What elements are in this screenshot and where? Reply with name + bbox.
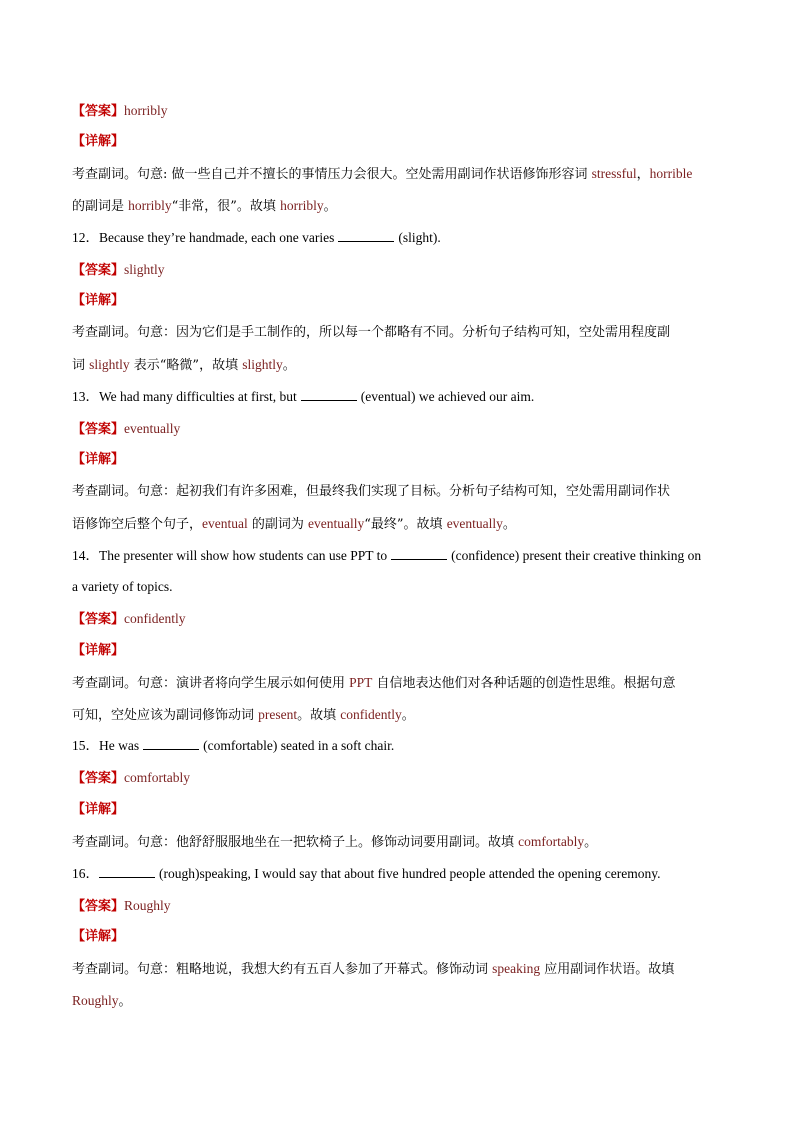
answer-text: horribly	[124, 103, 168, 118]
question-13: 13．We had many difficulties at first, but (eventual) we achieved our aim.	[72, 389, 535, 404]
question-15: 15．He was (comfortable) seated in a soft chair.	[72, 738, 395, 753]
explanation-14-line-2: 可知，空处应该为副词修饰动词 present。故填 confidently。	[72, 707, 415, 723]
explanation-12-line-1: 考查副词。句意：因为它们是手工制作的，所以每一个都略有不同。分析句子结构可知，空处需用程度副	[72, 325, 671, 340]
detail-tag-15: 【详解】	[72, 802, 125, 817]
question-14: 14．The presenter will show how students can use PPT to (confidence) present their creative thinking on	[72, 548, 702, 563]
answer-line-13: 【答案】eventually	[72, 421, 181, 437]
detail-tag-14: 【详解】	[72, 643, 125, 658]
explanation-13-line-1: 考查副词。句意：起初我们有许多困难，但最终我们实现了目标。分析句子结构可知，空处需用副词作状	[72, 484, 671, 499]
answer-line-12: 【答案】slightly	[72, 262, 165, 278]
explanation-11-line-2: 的副词是 horribly“非常，很”。故填 horribly。	[72, 198, 337, 214]
answer-blank	[301, 388, 357, 401]
answer-blank	[99, 865, 155, 878]
question-16: 16． (rough)speaking, I would say that about five hundred people attended the opening ceremony.	[72, 866, 661, 881]
answer-line-15: 【答案】comfortably	[72, 770, 190, 786]
explanation-11-line-1: 考查副词。句意: 做一些自己并不擅长的事情压力会很大。空处需用副词作状语修饰形容词 stressful，horrible	[72, 166, 693, 182]
answer-blank	[391, 547, 447, 560]
question-14-cont: a variety of topics.	[72, 579, 173, 594]
explanation-13-line-2: 语修饰空后整个句子，eventual 的副词为 eventually“最终”。故填 eventually。	[72, 516, 516, 532]
explanation-15: 考查副词。句意：他舒舒服服地坐在一把软椅子上。修饰动词要用副词。故填 comfortably。	[72, 834, 598, 850]
answer-line-16: 【答案】Roughly	[72, 898, 171, 914]
detail-tag-13: 【详解】	[72, 452, 125, 467]
detail-tag-12: 【详解】	[72, 293, 125, 308]
explanation-14-line-1: 考查副词。句意：演讲者将向学生展示如何使用 PPT 自信地表达他们对各种话题的创造性思维。根据句意	[72, 675, 676, 691]
explanation-16-line-2: Roughly。	[72, 993, 132, 1009]
explanation-16-line-1: 考查副词。句意：粗略地说，我想大约有五百人参加了开幕式。修饰动词 speaking 应用副词作状语。故填	[72, 961, 675, 977]
explanation-12-line-2: 词 slightly 表示“略微”，故填 slightly。	[72, 357, 296, 373]
question-12: 12．Because they’re handmade, each one varies (slight).	[72, 230, 441, 245]
answer-line-14: 【答案】confidently	[72, 611, 186, 627]
detail-tag-16: 【详解】	[72, 929, 125, 944]
detail-tag-11: 【详解】	[72, 134, 125, 149]
answer-blank	[338, 229, 394, 242]
answer-blank	[143, 737, 199, 750]
answer-line-11	[72, 101, 732, 122]
answer-tag: 【答案】	[72, 104, 125, 119]
